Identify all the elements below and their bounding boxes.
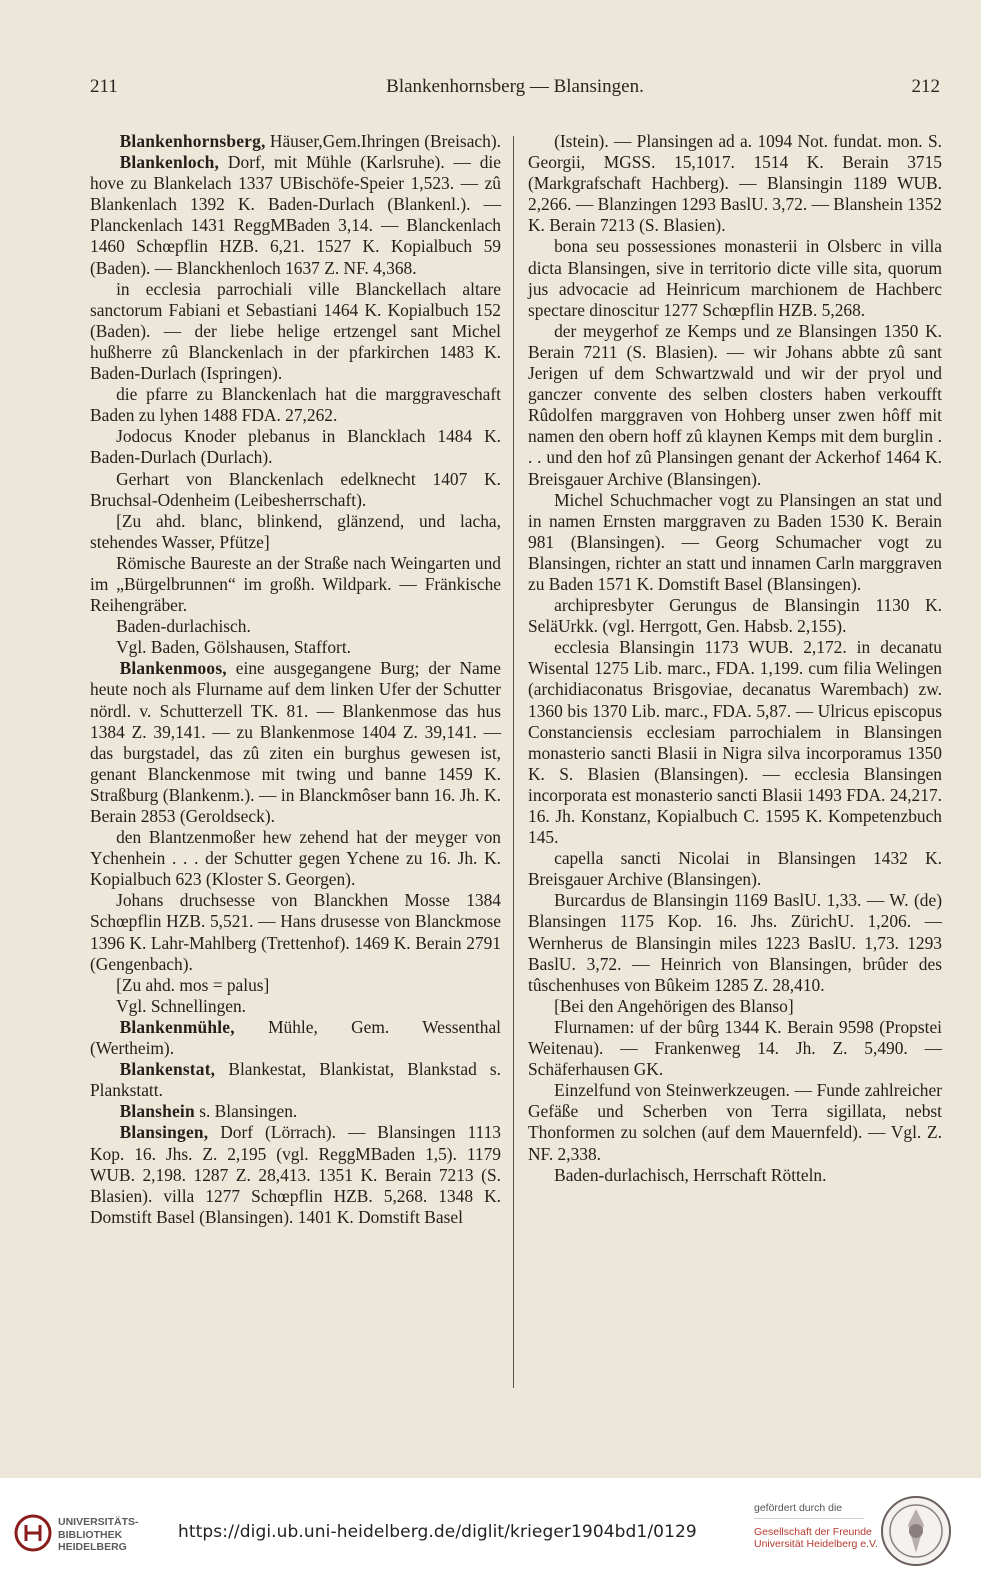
entry-text: Johans druchsesse von Blanckhen Mosse 1384 Schœpflin HZB. 5,521. — Hans drusesse von Blanckmose 1396 K. Lahr-Mahlberg (Trettenhof). 1469 K. Berain 2791 (Gengenbach). (90, 890, 501, 974)
university-library-logo-icon (14, 1514, 52, 1552)
entry-paragraph (90, 384, 501, 426)
entry-text: Burcardus de Blansingin 1169 BaslU. 1,33. — W. (de) Blansingen 1175 Kop. 16. Jhs. ZürichU. 1,206. — Wernherus de Blansingin miles 1223 BaslU. 1,73. 1293 BaslU. 3,72. — Heinrich von Blansingen, brûder des tûschenhuses von Bûkeim 1285 Z. 28,410. (528, 890, 942, 995)
entry-text: s. Blansingen. (194, 1101, 298, 1122)
headword: Blankenhornsberg, (119, 131, 266, 151)
funded-by-label: gefördert durch die (754, 1502, 843, 1514)
entry-text: Dorf, mit Mühle (Karlsruhe). — die hove zu Blankelach 1337 UBischöfe-Speier 1,523. — zû Blankenlach 1392 K. Baden-Durlach (Blankenl.). — Planckenlach 1431 ReggMBaden 3,14. — Blanckenlach 1460 Schœpflin HZB. 6,21. 1527 K. Kopialbuch 59 (Baden). — Blanckhenloch 1637 Z. NF. 4,368. (90, 152, 501, 278)
entry-text: Dorf (Lörrach). — Blansingen 1113 Kop. 16. Jhs. Z. 2,195 (vgl. ReggMBaden 1,5). 1179 WUB. 2,198. 1287 Z. 28,413. 1351 K. Berain 7213 (S. Blasien). villa 1277 Schœpflin HZB. 5,268. 1348 K. Domstift Basel (Blansingen). 1401 K. Domstift Basel (90, 1122, 501, 1227)
entry-paragraph (528, 1165, 942, 1186)
entry-text: Gerhart von Blanckenlach edelknecht 1407 K. Bruchsal-Odenheim (Leibesherrschaft). (90, 468, 501, 510)
entry-text: Baden-durlachisch, Herrschaft Rötteln. (554, 1164, 827, 1185)
footer-bar (0, 1478, 981, 1586)
entry-paragraph (90, 469, 501, 511)
lemma-entry (90, 658, 501, 827)
lemma-entry (90, 1017, 501, 1059)
headword: Blankenloch, (119, 152, 220, 173)
page-number-left: 211 (90, 76, 118, 97)
footer-separator (754, 1518, 864, 1519)
entry-paragraph (528, 236, 942, 320)
entry-text: die pfarre zu Blanckenlach hat die marggraveschaft Baden zu lyhen 1488 FDA. 27,262. (90, 384, 501, 426)
sponsor-line-1: Gesellschaft der Freunde (754, 1526, 872, 1538)
entry-paragraph (528, 1017, 942, 1080)
entry-text: Einzelfund von Steinwerkzeugen. — Funde zahlreicher Gefäße und Scherben von Terra sigillata, nebst Thonformen zu solchen (auf dem Mauernfeld). — Vgl. Z. NF. 2,338. (528, 1080, 942, 1164)
lemma-entry (90, 1059, 501, 1101)
headword: Blanshein (119, 1101, 195, 1122)
lemma-entry (90, 1101, 501, 1122)
entry-text: Vgl. Schnellingen. (116, 995, 247, 1016)
entry-paragraph (90, 637, 501, 658)
entry-paragraph (528, 595, 942, 637)
entry-text: Jodocus Knoder plebanus in Blancklach 1484 K. Baden-Durlach (Durlach). (90, 426, 501, 468)
column-divider (513, 136, 514, 1388)
headword: Blankenmoos, (119, 658, 227, 679)
entry-paragraph (528, 321, 942, 490)
page-number-right: 212 (911, 76, 940, 97)
entry-paragraph (528, 848, 942, 890)
entry-paragraph (90, 426, 501, 468)
sponsor-name (754, 1526, 878, 1550)
entry-paragraph (528, 1080, 942, 1164)
uni-line-2: BIBLIOTHEK (58, 1528, 123, 1541)
entry-text: in ecclesia parrochiali ville Blanckellach altare sanctorum Fabiani et Sebastiani 1464 K. Kopialbuch 152 (Baden). — der liebe helige ertzengel sant Michel hußherre zû Blanckenlach in der pfarkirchen 1483 K. Baden-Durlach (Ispringen). (90, 278, 501, 384)
entry-paragraph (90, 996, 501, 1017)
entry-text: archipresbyter Gerungus de Blansingin 1130 K. SeläUrkk. (vgl. Herrgott, Gen. Habsb. 2,155). (528, 595, 942, 637)
entry-paragraph (90, 553, 501, 616)
entry-paragraph (528, 131, 942, 236)
entry-text: Häuser,Gem.Ihringen (Breisach). (265, 131, 501, 151)
sponsor-line-2: Universität Heidelberg e.V. (754, 1538, 878, 1550)
lemma-entry (90, 152, 501, 279)
uni-line-1: UNIVERSITÄTS- (58, 1516, 139, 1528)
entry-paragraph (90, 975, 501, 996)
entry-paragraph (90, 890, 501, 974)
entry-paragraph (90, 827, 501, 890)
entry-text: eine ausgegangene Burg; der Name heute noch als Flurname auf dem linken Ufer der Schutter nördl. v. Schutterzell TK. 81. — Blankenmose das hus 1384 Z. 39,141. — zu Blankenmose 1404 Z. 39,141. — das burgstadel, das zû ziten ein burghus gewesen ist, genant Blanckenmose mit twing und banne 1459 K. Straßburg (Blankenm.). — in Blanckmôser bann 16. Jh. K. Berain 2853 (Geroldseck). (90, 658, 501, 826)
entry-text: Michel Schuchmacher vogt zu Plansingen an stat und in namen Ernsten marggraven zu Baden 1530 K. Berain 981 (Blansingen). — Georg Schumacher vogt zu Blansingen, richter an statt und innamen Carln marggraven zu Baden 1571 K. Domstift Basel (Blansingen). (528, 489, 942, 594)
entry-text: [Zu ahd. mos = palus] (116, 974, 270, 995)
entry-paragraph (90, 511, 501, 553)
header-title: Blankenhornsberg — Blansingen. (386, 76, 644, 97)
entry-text: Vgl. Baden, Gölshausen, Staffort. (116, 637, 351, 658)
left-column (90, 131, 501, 1228)
running-header (90, 76, 940, 106)
entry-paragraph (90, 616, 501, 637)
entry-text: [Zu ahd. blanc, blinkend, glänzend, und lacha, stehendes Wasser, Pfütze] (90, 510, 501, 552)
uni-line-3: HEIDELBERG (58, 1541, 127, 1553)
entry-paragraph (90, 279, 501, 384)
headword: Blankenstat, (119, 1059, 216, 1080)
entry-text: der meygerhof ze Kemps und ze Blansingen 1350 K. Berain 7211 (S. Blasien). — wir Johans abbte zû sant Jerigen uf dem Schwartzwald und wir der pryol und ganczer convente des selben closters haben verkoufft Rûdolfen marggraven von Hohberg unser zwen hôff mit namen den obern hoff zû klaynen Kemps mit dem burglin . . . und den hof zû Plansingen genant der Ackerhof 1464 K. Breisgauer Archive (Blansingen). (528, 320, 942, 489)
headword: Blansingen, (119, 1122, 209, 1143)
entry-text: Flurnamen: uf der bûrg 1344 K. Berain 9598 (Propstei Weitenau). — Frankenweg 14. Jh. Z. 5,490. — Schäferhausen GK. (528, 1016, 942, 1080)
entry-text: den Blantzenmoßer hew zehend hat der meyger von Ychenhein . . . der Schutter gegen Ychene zu 16. Jh. K. Kopialbuch 623 (Kloster S. Georgen). (90, 827, 501, 890)
entry-text: Baden-durlachisch. (116, 616, 251, 637)
entry-text: Blankestat, Blankistat, Blankstad s. Plankstatt. (90, 1059, 501, 1101)
entry-text: Mühle, Gem. Wessenthal (Wertheim). (90, 1016, 501, 1059)
entry-paragraph (528, 996, 942, 1017)
permalink-url[interactable]: https://digi.ub.uni-heidelberg.de/diglit/krieger1904bd1/0129 (178, 1522, 697, 1542)
lemma-entry (90, 131, 501, 152)
headword: Blankenmühle, (119, 1016, 235, 1037)
university-library-name (58, 1516, 139, 1554)
entry-text: [Bei den Angehörigen des Blanso] (554, 995, 794, 1016)
entry-text: (Istein). — Plansingen ad a. 1094 Not. fundat. mon. S. Georgii, MGSS. 15,1017. 1514 K. Berain 3715 (Markgrafschaft Hachberg). — Blansingin 1189 WUB. 2,266. — Blanzingen 1293 BaslU. 3,72. — Blanshein 1352 K. Berain 7213 (S. Blasien). (528, 131, 942, 236)
lemma-entry (90, 1122, 501, 1227)
entry-text: Römische Baureste an der Straße nach Weingarten und im „Bürgelbrunnen“ im großh. Wildpark. — Fränkische Reihengräber. (90, 552, 501, 616)
entry-text: bona seu possessiones monasterii in Olsberc in villa dicta Blansingen, sive in territorio dicte ville sita, quorum jus advocacie ad Heinricum marchionem de Hachberc spectare dinoscitur 1277 Schœpflin HZB. 5,268. (528, 236, 942, 320)
entry-paragraph (528, 490, 942, 595)
entry-paragraph (528, 637, 942, 848)
entry-paragraph (528, 890, 942, 995)
entry-text: ecclesia Blansingin 1173 WUB. 2,172. in decanatu Wisental 1275 Lib. marc., FDA. 1,199. cum filia Welingen (archidiaconatus Brisgoviae, decanatus Warembach) zw. 1360 bis 1370 Lib. marc., FDA. 5,87. — Ulricus episcopus Constanciensis ecclesiam parrochialem in Blansingen monasterio sancti Blasii in Nigra silva incorporamus 1350 K. S. Blasien (Blansingen). — ecclesia Blansingen incorporata est monasterio sancti Blasii 1493 FDA. 24,217. 16. Jh. Konstanz, Kopialbuch C. 1595 K. Kompetenzbuch 145. (528, 637, 942, 848)
right-column (528, 131, 942, 1186)
entry-text: capella sancti Nicolai in Blansingen 1432 K. Breisgauer Archive (Blansingen). (528, 848, 942, 890)
university-seal-icon (880, 1495, 952, 1567)
